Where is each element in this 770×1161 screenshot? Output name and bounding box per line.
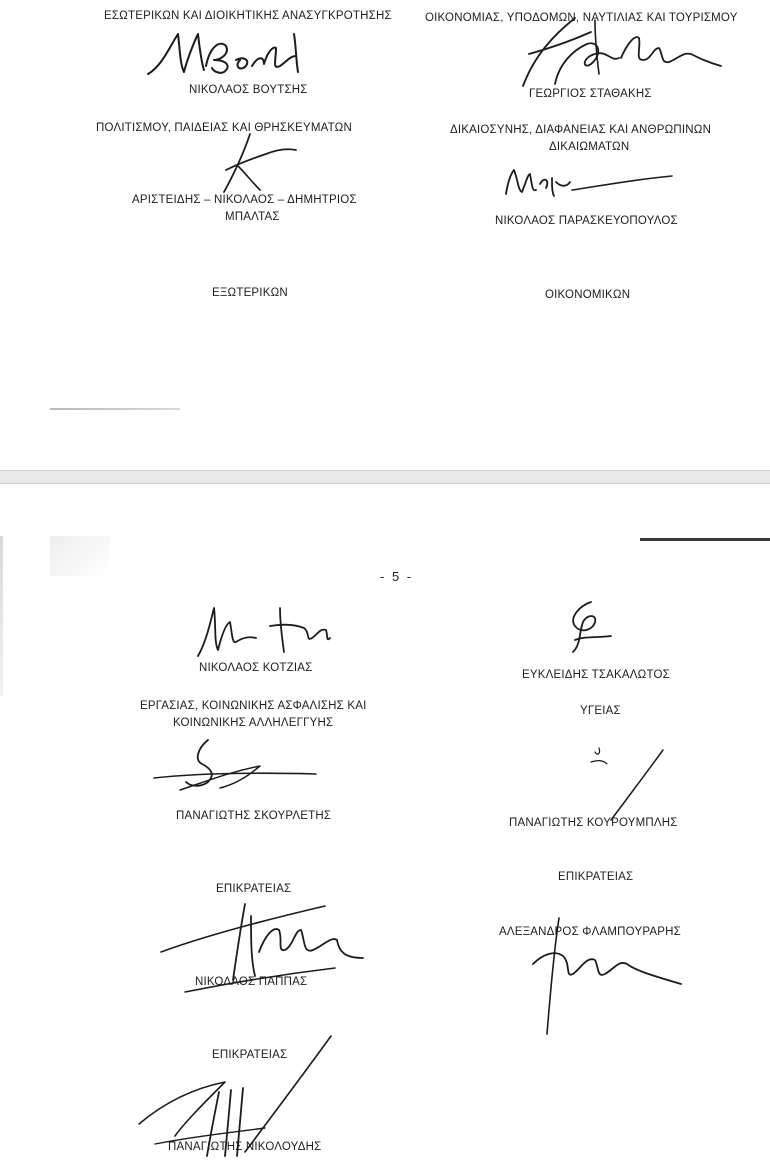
scan-corner-artifact — [50, 536, 110, 576]
signatory-name: ΠΑΝΑΓΙΩΤΗΣ ΣΚΟΥΡΛΕΤΗΣ — [176, 810, 332, 822]
ministry-culture-label: ΠΟΛΙΤΙΣΜΟΥ, ΠΑΙΔΕΙΑΣ ΚΑΙ ΘΡΗΣΚΕΥΜΑΤΩΝ — [96, 122, 352, 134]
ministry-finance-label: ΟΙΚΟΝΟΜΙΚΩΝ — [545, 289, 631, 301]
signatory-name-line1: ΑΡΙΣΤΕΙΔΗΣ – ΝΙΚΟΛΑΟΣ – ΔΗΜΗΤΡΙΟΣ — [132, 194, 357, 206]
signature-skourletis — [150, 736, 330, 796]
document-page-top — [0, 0, 770, 470]
signature-kotzias — [190, 602, 350, 662]
signature-tsakalotos — [555, 596, 625, 666]
signature-baltas — [210, 130, 310, 200]
ministry-labour-label-line2: ΚΟΙΝΩΝΙΚΗΣ ΑΛΛΗΛΕΓΓΥΗΣ — [173, 717, 334, 729]
signatory-name: ΓΕΩΡΓΙΟΣ ΣΤΑΘΑΚΗΣ — [529, 88, 652, 100]
signatory-name: ΠΑΝΑΓΙΩΤΗΣ ΝΙΚΟΛΟΥΔΗΣ — [168, 1141, 322, 1153]
signatory-name: ΕΥΚΛΕΙΔΗΣ ΤΣΑΚΑΛΩΤΟΣ — [522, 669, 670, 681]
scan-edge-artifact — [0, 536, 3, 696]
signature-paraskevopoulos — [500, 160, 680, 204]
page-number: - 5 - — [380, 569, 414, 584]
scan-artifact-line — [640, 538, 770, 541]
signatory-name: ΑΛΕΞΑΝΔΡΟΣ ΦΛΑΜΠΟΥΡΑΡΗΣ — [499, 926, 681, 938]
document-page-bottom — [0, 484, 770, 1161]
scan-artifact-line — [50, 408, 180, 410]
ministry-labour-label-line1: ΕΡΓΑΣΙΑΣ, ΚΟΙΝΩΝΙΚΗΣ ΑΣΦΑΛΙΣΗΣ ΚΑΙ — [140, 700, 367, 712]
ministry-state-label: ΕΠΙΚΡΑΤΕΙΑΣ — [216, 883, 292, 895]
ministry-foreign-label: ΕΞΩΤΕΡΙΚΩΝ — [212, 287, 288, 299]
page-separator — [0, 470, 770, 484]
ministry-justice-label-line2: ΔΙΚΑΙΩΜΑΤΩΝ — [549, 141, 630, 153]
ministry-interior-label: ΕΣΩΤΕΡΙΚΩΝ ΚΑΙ ΔΙΟΙΚΗΤΙΚΗΣ ΑΝΑΣΥΓΚΡΟΤΗΣΗΣ — [104, 10, 392, 22]
ministry-economy-label: ΟΙΚΟΝΟΜΙΑΣ, ΥΠΟΔΟΜΩΝ, ΝΑΥΤΙΛΙΑΣ ΚΑΙ ΤΟΥΡΙΣΜΟΥ — [425, 12, 738, 24]
ministry-state-label: ΕΠΙΚΡΑΤΕΙΑΣ — [212, 1049, 288, 1061]
signatory-name: ΝΙΚΟΛΑΟΣ ΚΟΤΖΙΑΣ — [199, 662, 313, 674]
ministry-state-label: ΕΠΙΚΡΑΤΕΙΑΣ — [558, 871, 634, 883]
signatory-name: ΝΙΚΟΛΑΟΣ ΠΑΠΠΑΣ — [195, 976, 308, 988]
signature-kouroumblis — [585, 740, 675, 826]
signatory-name: ΝΙΚΟΛΑΟΣ ΒΟΥΤΣΗΣ — [189, 84, 308, 96]
ministry-health-label: ΥΓΕΙΑΣ — [580, 705, 621, 717]
signatory-name-line2: ΜΠΑΛΤΑΣ — [225, 211, 280, 223]
signature-voutsis — [140, 26, 320, 86]
signatory-name: ΠΑΝΑΓΙΩΤΗΣ ΚΟΥΡΟΥΜΠΛΗΣ — [509, 817, 678, 829]
signatory-name: ΝΙΚΟΛΑΟΣ ΠΑΡΑΣΚΕΥΟΠΟΥΛΟΣ — [495, 215, 678, 227]
ministry-justice-label-line1: ΔΙΚΑΙΟΣΥΝΗΣ, ΔΙΑΦΑΝΕΙΑΣ ΚΑΙ ΑΝΘΡΩΠΙΝΩΝ — [450, 124, 712, 136]
